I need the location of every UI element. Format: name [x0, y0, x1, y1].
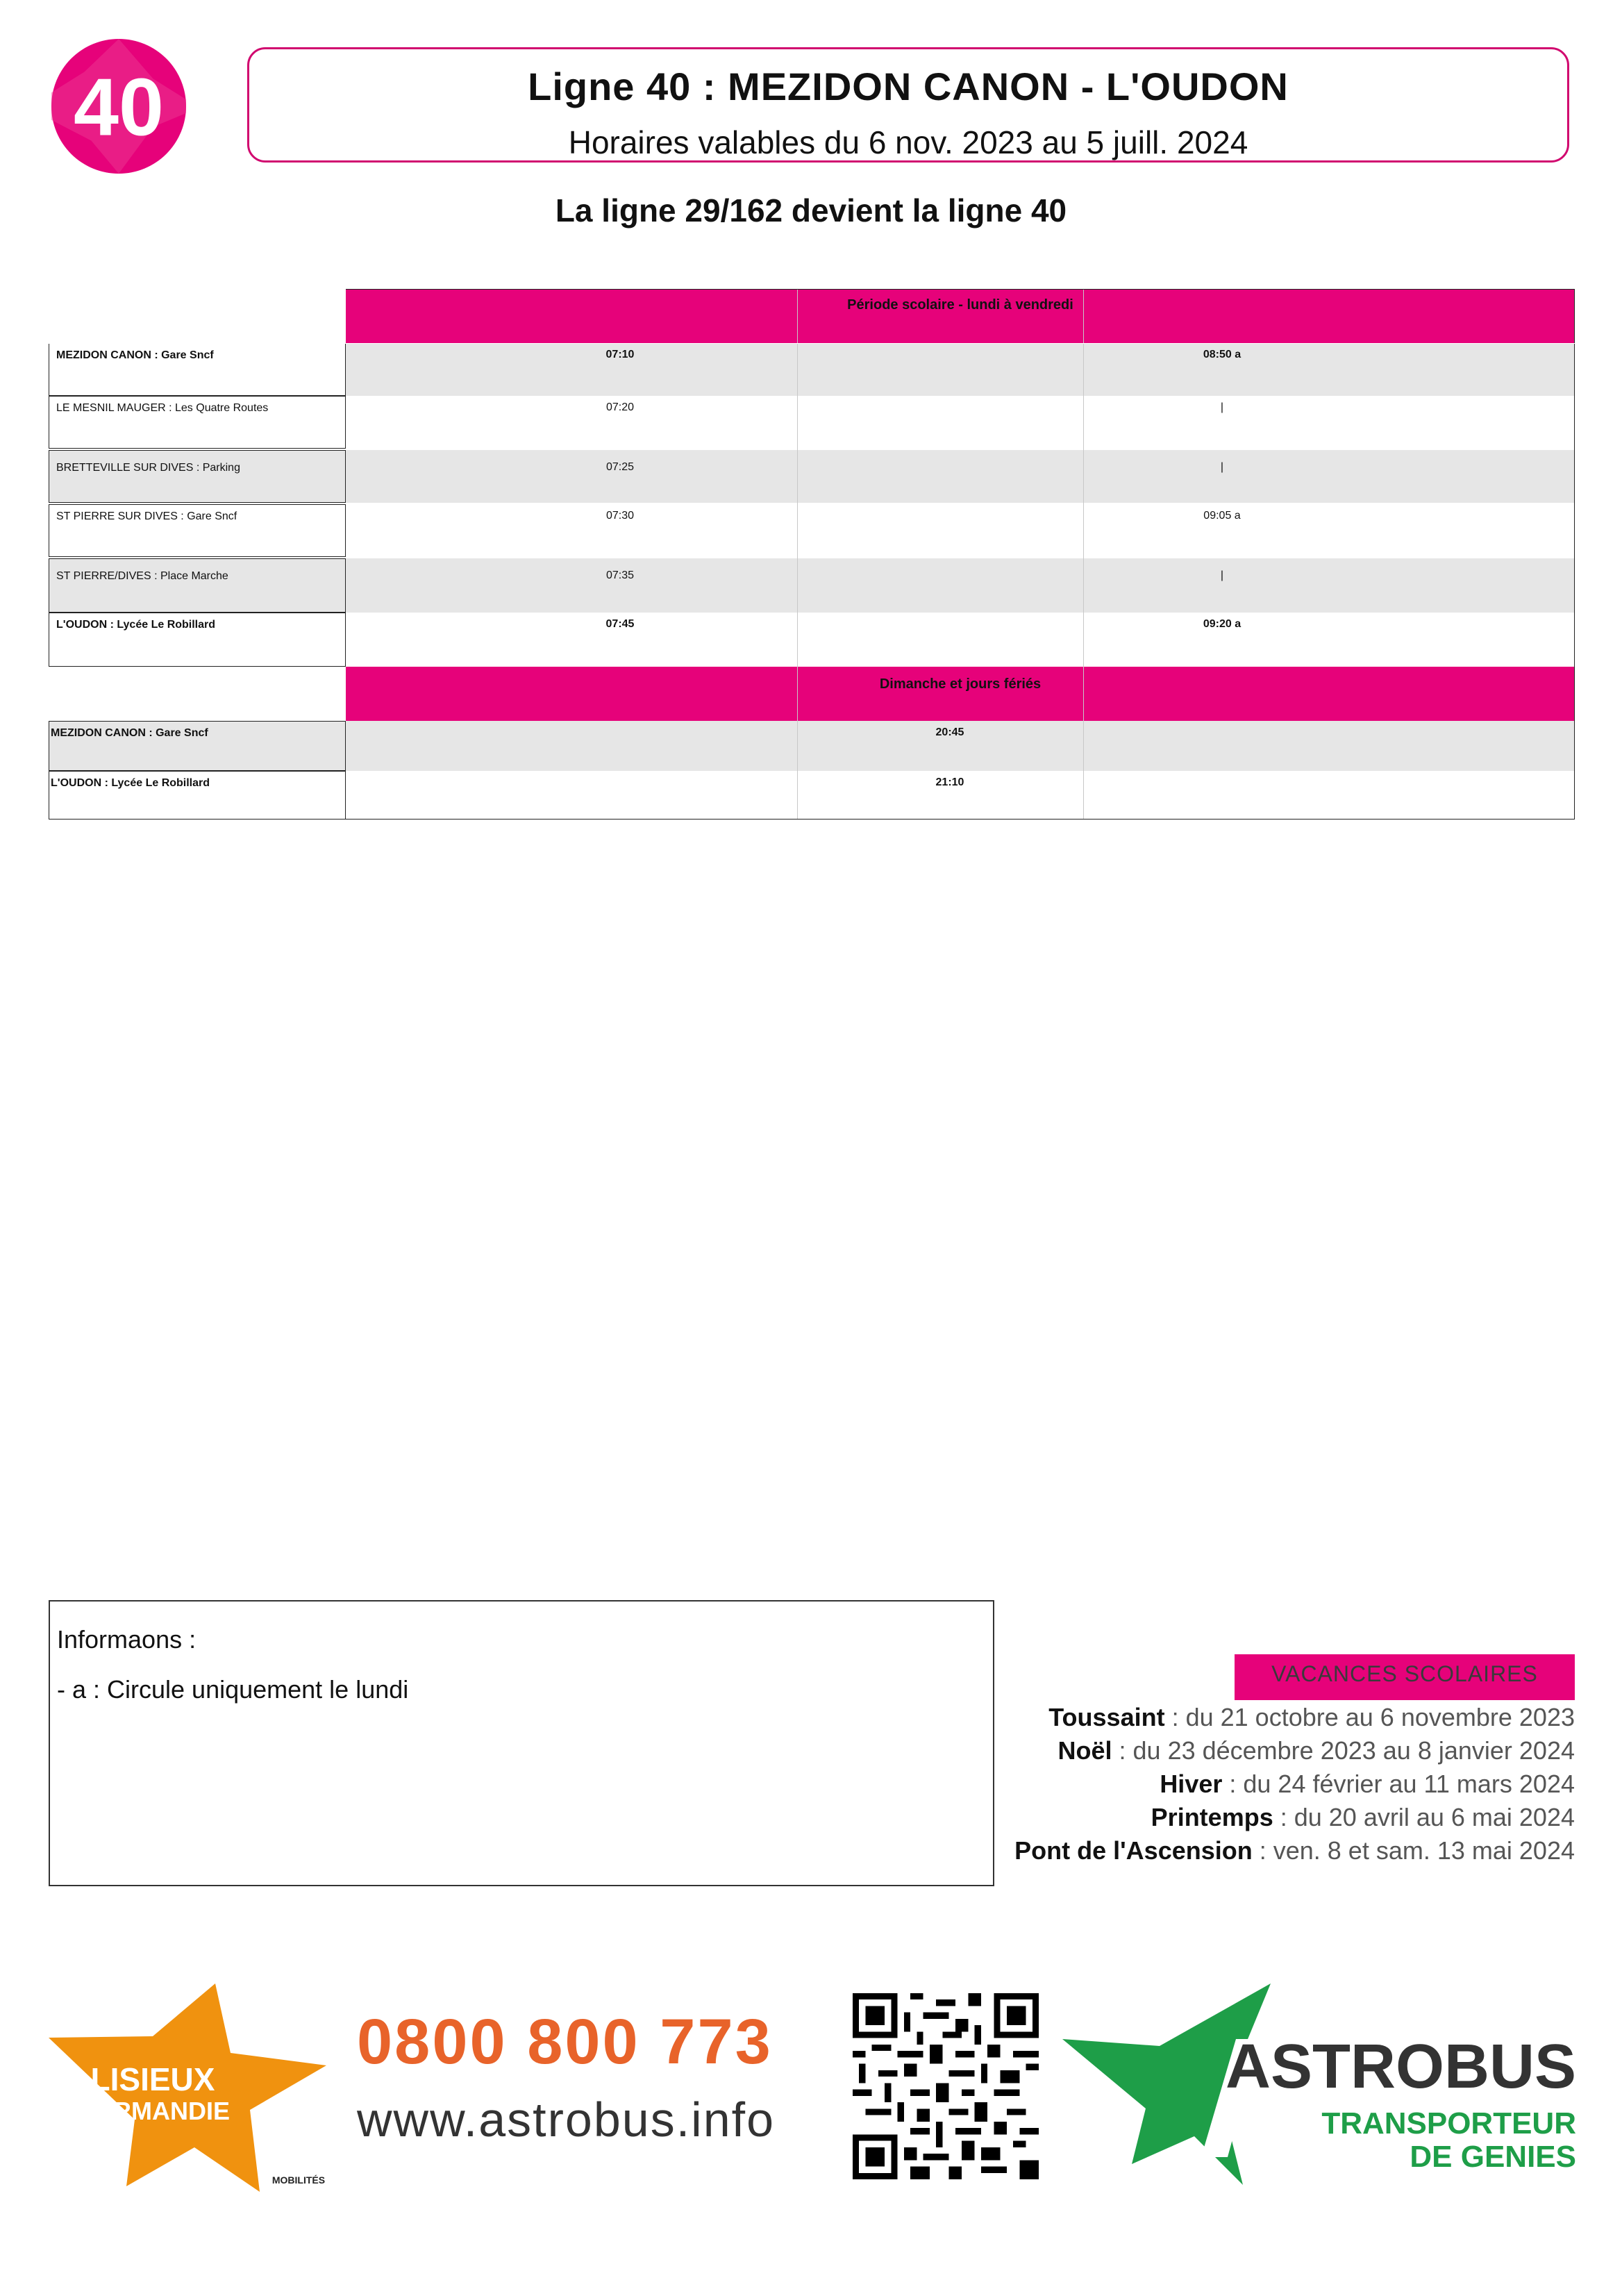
- holiday-item: Toussaint : du 21 octobre au 6 novembre 2023: [1048, 1703, 1575, 1731]
- departure-time: |: [1220, 461, 1224, 473]
- holiday-item: Hiver : du 24 février au 11 mars 2024: [1160, 1770, 1575, 1798]
- stop-name: ST PIERRE SUR DIVES : Gare Sncf: [49, 504, 346, 557]
- departure-time: 07:25: [605, 461, 635, 473]
- school-period-label: Période scolaire - lundi à vendredi: [847, 297, 1073, 313]
- holiday-item: Printemps : du 20 avril au 6 mai 2024: [1151, 1803, 1575, 1831]
- stop-name: BRETTEVILLE SUR DIVES : Parking: [49, 450, 346, 503]
- stop-name: ST PIERRE/DIVES : Place Marche: [49, 558, 346, 613]
- website-link[interactable]: www.astrobus.info: [357, 2093, 776, 2147]
- info-note: - a : Circule uniquement le lundi: [57, 1675, 409, 1704]
- svg-text:MOBILITÉS: MOBILITÉS: [271, 2174, 326, 2186]
- stop-name: LE MESNIL MAUGER : Les Quatre Routes: [49, 396, 346, 449]
- info-title: Informaons :: [57, 1625, 197, 1654]
- line-change-notice: La ligne 29/162 devient la ligne 40: [555, 192, 1067, 228]
- departure-time: 07:35: [605, 569, 635, 581]
- departure-time: 21:10: [935, 776, 964, 788]
- stop-name: L'OUDON : Lycée Le Robillard: [49, 613, 346, 667]
- departure-time: 07:30: [605, 510, 635, 522]
- stop-name: MEZIDON CANON : Gare Sncf: [49, 343, 346, 396]
- departure-time: 08:50 a: [1203, 349, 1241, 360]
- departure-time: |: [1220, 401, 1224, 413]
- departure-time: 09:20 a: [1203, 618, 1241, 630]
- stop-name: L'OUDON : Lycée Le Robillard: [49, 771, 346, 820]
- departure-time: 07:10: [605, 349, 635, 360]
- departure-time: 09:05 a: [1203, 510, 1241, 522]
- svg-text:DE GENIES: DE GENIES: [1410, 2140, 1576, 2174]
- lisieux-normandie-logo: [49, 1983, 333, 2192]
- validity-period: Horaires valables du 6 nov. 2023 au 5 juill. 2024: [568, 124, 1248, 160]
- departure-time: 07:20: [605, 401, 635, 413]
- holiday-item: Pont de l'Ascension : ven. 8 et sam. 13 mai 2024: [1014, 1836, 1575, 1865]
- holiday-item: Noël : du 23 décembre 2023 au 8 janvier 2024: [1057, 1736, 1575, 1765]
- departure-time: 07:45: [605, 618, 635, 630]
- page-title: Ligne 40 : MEZIDON CANON - L'OUDON: [528, 65, 1289, 108]
- departure-time: 20:45: [935, 726, 964, 738]
- svg-text:NORMANDIE: NORMANDIE: [76, 2097, 230, 2125]
- line-number-label: 40: [74, 61, 164, 153]
- sunday-label: Dimanche et jours fériés: [879, 676, 1042, 692]
- qr-code-icon[interactable]: [853, 1993, 1039, 2179]
- table-frame: [346, 289, 1575, 820]
- svg-text:ASTROBUS: ASTROBUS: [1225, 2032, 1576, 2102]
- stop-name: MEZIDON CANON : Gare Sncf: [49, 721, 346, 771]
- svg-text:LISIEUX: LISIEUX: [90, 2061, 215, 2097]
- phone-number[interactable]: 0800 800 773: [357, 2006, 773, 2077]
- line-number-badge-icon: [50, 38, 187, 175]
- astrobus-logo: [1062, 1983, 1576, 2192]
- departure-time: |: [1220, 569, 1224, 581]
- holidays-title: VACANCES SCOLAIRES: [1271, 1661, 1538, 1686]
- svg-text:TRANSPORTEUR: TRANSPORTEUR: [1321, 2106, 1576, 2140]
